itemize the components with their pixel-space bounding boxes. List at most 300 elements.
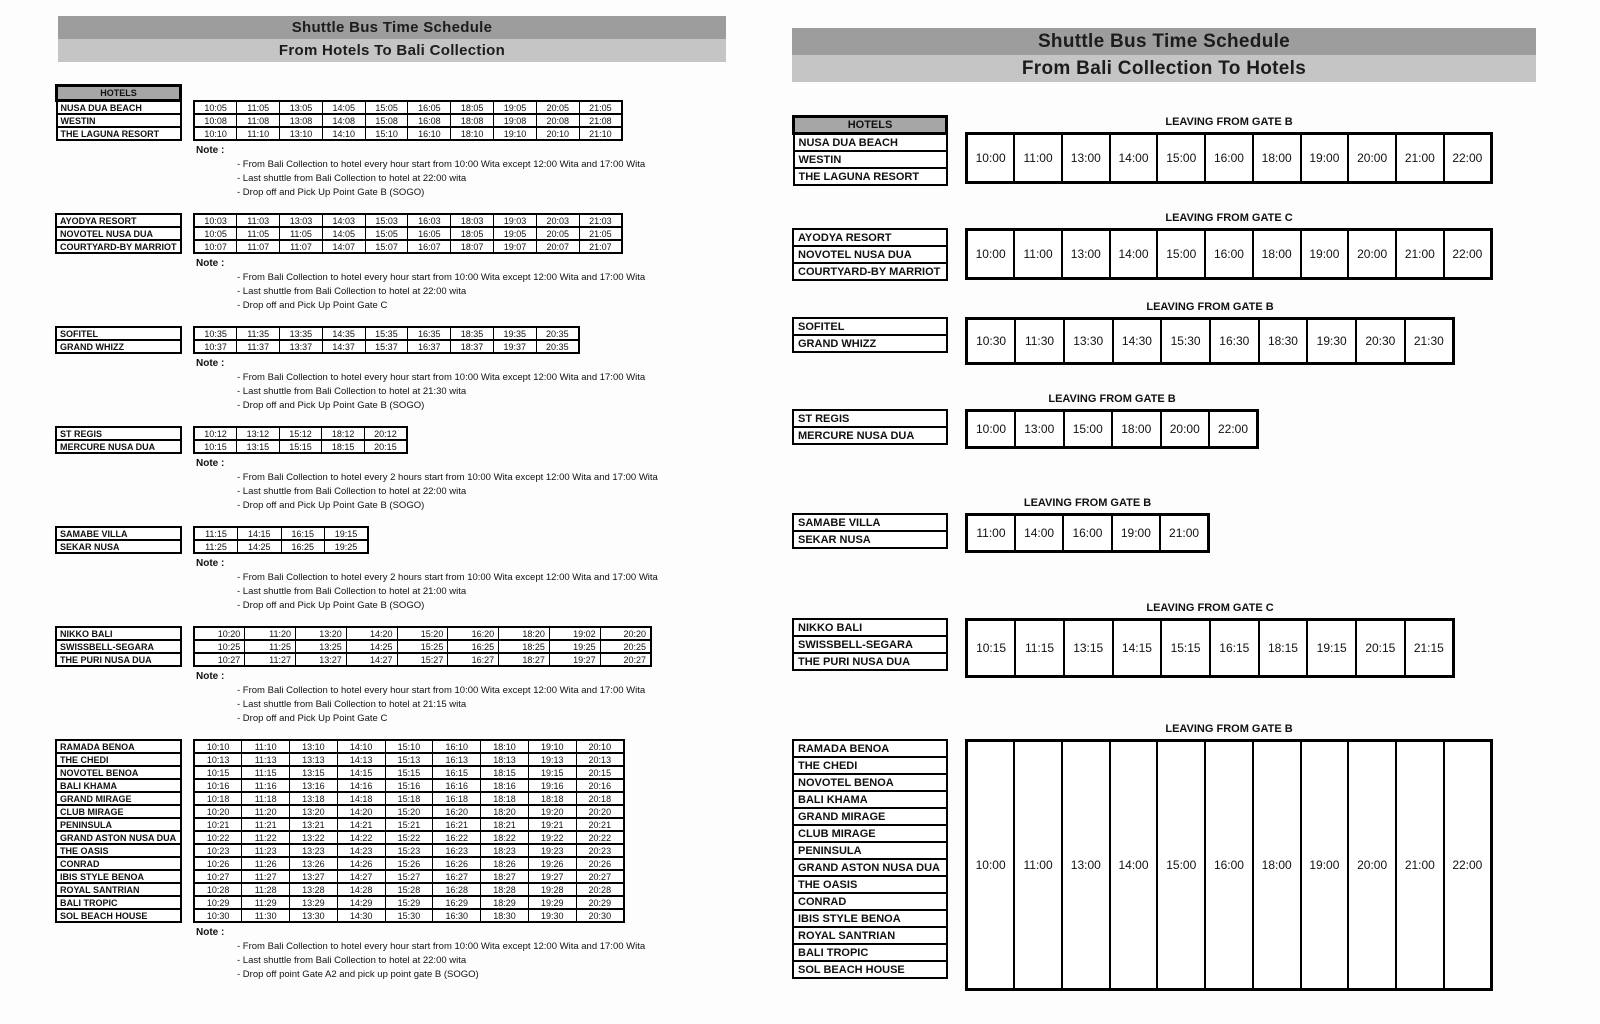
- time-cell: 16:23: [433, 844, 481, 857]
- note-block: [196, 556, 735, 613]
- hotel-group-row: [55, 84, 735, 141]
- time-cell: 13:27: [296, 653, 347, 666]
- time-table-wrap: [965, 392, 1259, 449]
- hotel-col-wrap: [792, 228, 948, 281]
- time-cell: 19:08: [494, 114, 537, 127]
- time-cell: 10:07: [194, 240, 237, 253]
- time-cell: 13:30: [290, 909, 338, 922]
- time-cell: 15:15: [385, 766, 433, 779]
- time-cell: 13:27: [290, 870, 338, 883]
- hotel-row: [56, 870, 181, 883]
- time-cell: 20:18: [576, 792, 624, 805]
- time-cell: 11:35: [237, 327, 280, 340]
- hotel-name-cell: THE PURI NUSA DUA: [56, 653, 181, 666]
- time-cell: 19:15: [528, 766, 576, 779]
- time-cell: 20:03: [536, 214, 579, 227]
- time-cell: 15:00: [1157, 230, 1205, 279]
- time-cell: 16:22: [433, 831, 481, 844]
- hotel-group: [55, 626, 735, 726]
- time-cell: 18:16: [481, 779, 529, 792]
- time-cell: 19:00: [1301, 741, 1349, 990]
- time-cell: 11:00: [1014, 741, 1062, 990]
- time-cell: 19:00: [1301, 230, 1349, 279]
- time-cell: 15:05: [365, 101, 408, 114]
- time-cell: 18:37: [451, 340, 494, 353]
- hotel-row: [793, 636, 947, 653]
- time-cell: 11:21: [242, 818, 290, 831]
- time-cell: 15:21: [385, 818, 433, 831]
- time-cell: 11:37: [237, 340, 280, 353]
- time-cell: 16:10: [408, 127, 451, 140]
- hotel-name-cell: NOVOTEL BENOA: [793, 774, 947, 791]
- time-cell: 15:37: [365, 340, 408, 353]
- time-cell: 14:21: [337, 818, 385, 831]
- time-cell: 20:25: [600, 640, 651, 653]
- right-schedule-groups: [792, 115, 1542, 991]
- gate-label: LEAVING FROM GATE B: [1165, 723, 1293, 735]
- hotel-row: [56, 427, 181, 440]
- time-cell: 21:07: [579, 240, 622, 253]
- time-cell: 19:20: [528, 805, 576, 818]
- time-cell: 14:10: [322, 127, 365, 140]
- time-cell: 13:35: [280, 327, 323, 340]
- hotel-row: [56, 540, 181, 553]
- time-cell: 15:05: [365, 227, 408, 240]
- hotel-group: [792, 601, 1542, 678]
- note-line: - Last shuttle from Bali Collection to hotel at 21:00 wita: [237, 586, 467, 597]
- note-line: - Last shuttle from Bali Collection to hotel at 22:00 wita: [237, 173, 467, 184]
- time-cell: 14:00: [1110, 230, 1158, 279]
- time-cell: 15:18: [385, 792, 433, 805]
- time-cell: 14:15: [1113, 620, 1162, 677]
- time-cell: 18:03: [451, 214, 494, 227]
- time-cell: 14:08: [322, 114, 365, 127]
- time-cell: 19:30: [528, 909, 576, 922]
- time-cell: 10:00: [967, 411, 1016, 448]
- hotel-name-cell: BALI TROPIC: [56, 896, 181, 909]
- hotel-name-cell: GRAND ASTON NUSA DUA: [56, 831, 181, 844]
- time-cell: 19:15: [1307, 620, 1356, 677]
- time-cell: 20:20: [600, 627, 651, 640]
- hotel-row: [793, 859, 947, 876]
- time-cell: 20:27: [576, 870, 624, 883]
- time-row: [194, 779, 624, 792]
- time-table-wrap: [965, 300, 1455, 365]
- note-label: Note :: [196, 671, 225, 682]
- time-cell: 11:23: [242, 844, 290, 857]
- time-cell: 14:30: [1113, 319, 1162, 364]
- time-cell: 11:26: [242, 857, 290, 870]
- time-row: [967, 411, 1258, 448]
- gate-label: LEAVING FROM GATE B: [1165, 116, 1293, 128]
- time-cell: 11:29: [242, 896, 290, 909]
- time-cell: 15:25: [397, 640, 448, 653]
- note-block: [196, 143, 735, 200]
- time-cell: 10:20: [194, 805, 242, 818]
- right-title-line1: Shuttle Bus Time Schedule: [792, 28, 1536, 55]
- note-line: - From Bali Collection to hotel every 2 hours start from 10:00 Wita except 12:00 Wita and 17:00 Wita: [237, 572, 658, 583]
- time-cell: 19:03: [494, 214, 537, 227]
- hotel-col-wrap: [792, 409, 948, 445]
- time-cell: 11:03: [237, 214, 280, 227]
- hotel-group: [55, 213, 735, 313]
- time-cell: 13:20: [290, 805, 338, 818]
- time-cell: 11:07: [280, 240, 323, 253]
- time-table: [965, 513, 1210, 553]
- hotel-name-cell: SEKAR NUSA: [793, 531, 947, 548]
- time-cell: 16:27: [433, 870, 481, 883]
- time-cell: 10:18: [194, 792, 242, 805]
- hotel-row: [56, 740, 181, 753]
- time-cell: 20:00: [1348, 134, 1396, 183]
- hotel-name-cell: NIKKO BALI: [56, 627, 181, 640]
- time-cell: 13:29: [290, 896, 338, 909]
- time-cell: 19:00: [1301, 134, 1349, 183]
- hotel-name-cell: SEKAR NUSA: [56, 540, 181, 553]
- note-line: - From Bali Collection to hotel every 2 hours start from 10:00 Wita except 12:00 Wita and 17:00 Wita: [237, 472, 658, 483]
- hotel-name-cell: SWISSBELL-SEGARA: [793, 636, 947, 653]
- time-cell: 13:05: [280, 101, 323, 114]
- time-table-wrap: [193, 739, 625, 923]
- hotel-name-cell: GRAND WHIZZ: [56, 340, 181, 353]
- hotel-row: [56, 779, 181, 792]
- hotel-name-cell: ST REGIS: [793, 410, 947, 427]
- hotel-name-table: [55, 626, 182, 667]
- hotel-row: [56, 844, 181, 857]
- time-cell: 11:30: [242, 909, 290, 922]
- hotel-row: [56, 527, 181, 540]
- hotel-col-wrap: [792, 739, 948, 979]
- time-cell: 10:00: [967, 134, 1015, 183]
- time-cell: 22:00: [1209, 411, 1258, 448]
- time-row: [194, 540, 368, 553]
- time-cell: 18:28: [481, 883, 529, 896]
- hotel-name-cell: ROYAL SANTRIAN: [793, 927, 947, 944]
- time-cell: 14:35: [322, 327, 365, 340]
- gate-label: LEAVING FROM GATE B: [1146, 301, 1274, 313]
- time-cell: 15:10: [385, 740, 433, 753]
- time-cell: 22:00: [1444, 741, 1492, 990]
- time-cell: 21:10: [579, 127, 622, 140]
- hotel-row: [56, 227, 181, 240]
- hotel-name-cell: PENINSULA: [793, 842, 947, 859]
- time-table: [965, 132, 1493, 184]
- time-cell: 10:21: [194, 818, 242, 831]
- time-table: [193, 626, 652, 667]
- time-cell: 11:28: [242, 883, 290, 896]
- hotel-name-cell: THE LAGUNA RESORT: [794, 168, 947, 185]
- note-line: - Drop off point Gate A2 and pick up point gate B (SOGO): [237, 969, 479, 980]
- hotel-row: [793, 825, 947, 842]
- hotel-name-cell: THE PURI NUSA DUA: [793, 653, 947, 670]
- time-cell: 16:27: [448, 653, 499, 666]
- note-line: - From Bali Collection to hotel every hour start from 10:00 Wita except 12:00 Wita and 17:00 Wita: [237, 272, 646, 283]
- hotel-name-cell: COURTYARD-BY MARRIOT: [793, 263, 947, 280]
- time-cell: 15:28: [385, 883, 433, 896]
- time-cell: 18:35: [451, 327, 494, 340]
- time-cell: 11:30: [1015, 319, 1064, 364]
- hotel-name-cell: GRAND ASTON NUSA DUA: [793, 859, 947, 876]
- time-cell: 16:10: [433, 740, 481, 753]
- time-cell: 16:18: [433, 792, 481, 805]
- time-row: [194, 427, 407, 440]
- hotel-row: [56, 883, 181, 896]
- time-cell: 21:00: [1396, 230, 1444, 279]
- time-cell: 21:15: [1405, 620, 1454, 677]
- hotel-row: [793, 318, 947, 335]
- time-cell: 20:15: [576, 766, 624, 779]
- hotel-group-row: [55, 213, 735, 254]
- time-cell: 18:23: [481, 844, 529, 857]
- time-cell: 19:29: [528, 896, 576, 909]
- time-cell: 18:30: [481, 909, 529, 922]
- time-cell: 13:20: [296, 627, 347, 640]
- hotel-name-cell: SWISSBELL-SEGARA: [56, 640, 181, 653]
- time-cell: 21:30: [1405, 319, 1454, 364]
- hotel-group-row: [55, 426, 735, 454]
- time-cell: 22:00: [1444, 134, 1492, 183]
- time-cell: 16:07: [408, 240, 451, 253]
- time-cell: 13:00: [1062, 134, 1110, 183]
- time-cell: 15:20: [385, 805, 433, 818]
- time-cell: 21:05: [579, 101, 622, 114]
- hotel-row: [56, 340, 181, 353]
- time-cell: 13:26: [290, 857, 338, 870]
- time-cell: 13:30: [1064, 319, 1113, 364]
- time-cell: 11:10: [242, 740, 290, 753]
- hotels-header-cell: HOTELS: [794, 117, 947, 134]
- time-cell: 15:00: [1157, 741, 1205, 990]
- hotel-row: [794, 151, 947, 168]
- note-line: - From Bali Collection to hotel every hour start from 10:00 Wita except 12:00 Wita and 17:00 Wita: [237, 159, 646, 170]
- time-cell: 19:07: [494, 240, 537, 253]
- time-cell: 16:00: [1205, 230, 1253, 279]
- time-cell: 11:00: [967, 515, 1015, 552]
- time-cell: 13:16: [290, 779, 338, 792]
- hotel-name-table: [792, 317, 948, 353]
- time-cell: 10:22: [194, 831, 242, 844]
- time-cell: 18:15: [481, 766, 529, 779]
- time-cell: 15:23: [385, 844, 433, 857]
- time-row: [967, 319, 1454, 364]
- hotel-group: [792, 496, 1542, 553]
- hotel-row: [793, 876, 947, 893]
- time-cell: 13:37: [280, 340, 323, 353]
- hotel-name-cell: IBIS STYLE BENOA: [56, 870, 181, 883]
- time-cell: 10:05: [194, 101, 237, 114]
- hotel-row: [794, 134, 947, 152]
- time-cell: 15:00: [1064, 411, 1113, 448]
- hotel-name-cell: SOL BEACH HOUSE: [793, 961, 947, 978]
- time-cell: 14:15: [238, 527, 282, 540]
- time-cell: 18:22: [481, 831, 529, 844]
- time-cell: 20:00: [1161, 411, 1210, 448]
- time-cell: 11:07: [237, 240, 280, 253]
- time-cell: 13:00: [1062, 230, 1110, 279]
- time-cell: 15:12: [279, 427, 322, 440]
- time-table-wrap: [965, 115, 1493, 184]
- hotel-name-cell: THE CHEDI: [793, 757, 947, 774]
- time-cell: 13:25: [296, 640, 347, 653]
- hotel-name-cell: BALI TROPIC: [793, 944, 947, 961]
- time-cell: 18:18: [481, 792, 529, 805]
- hotel-name-cell: BALI KHAMA: [56, 779, 181, 792]
- hotel-row: [793, 263, 947, 280]
- note-label: Note :: [196, 358, 225, 369]
- time-cell: 19:05: [494, 101, 537, 114]
- hotel-row: [793, 757, 947, 774]
- hotel-row: [793, 740, 947, 757]
- time-cell: 13:15: [1064, 620, 1113, 677]
- time-cell: 16:37: [408, 340, 451, 353]
- time-cell: 16:15: [1210, 620, 1259, 677]
- time-cell: 18:00: [1253, 230, 1301, 279]
- time-cell: 20:20: [576, 805, 624, 818]
- note-label: Note :: [196, 558, 225, 569]
- time-cell: 16:13: [433, 753, 481, 766]
- time-cell: 14:03: [322, 214, 365, 227]
- time-cell: 10:29: [194, 896, 242, 909]
- note-block: [196, 256, 735, 313]
- note-line: - Drop off and Pick Up Point Gate C: [237, 713, 388, 724]
- time-cell: 18:05: [451, 101, 494, 114]
- note-block: [196, 456, 735, 513]
- time-cell: 19:10: [528, 740, 576, 753]
- time-cell: 14:27: [346, 653, 397, 666]
- time-row: [967, 741, 1492, 990]
- hotel-row: [56, 805, 181, 818]
- hotel-row: [56, 440, 181, 453]
- time-cell: 13:28: [290, 883, 338, 896]
- time-cell: 11:00: [1014, 134, 1062, 183]
- hotel-name-cell: PENINSULA: [56, 818, 181, 831]
- hotel-name-cell: SAMABE VILLA: [56, 527, 181, 540]
- time-table: [193, 426, 408, 454]
- time-cell: 15:15: [279, 440, 322, 453]
- hotel-row: [793, 944, 947, 961]
- time-cell: 16:26: [433, 857, 481, 870]
- note-line: - Drop off and Pick Up Point Gate B (SOGO): [237, 500, 425, 511]
- time-cell: 20:30: [576, 909, 624, 922]
- time-cell: 16:25: [281, 540, 325, 553]
- time-cell: 19:15: [325, 527, 369, 540]
- time-row: [194, 340, 579, 353]
- hotel-name-table: [55, 326, 182, 354]
- hotel-row: [56, 240, 181, 253]
- time-row: [967, 515, 1209, 552]
- hotel-row: [793, 791, 947, 808]
- hotel-group: [792, 722, 1542, 991]
- hotel-row: [793, 961, 947, 978]
- hotel-row: [793, 653, 947, 670]
- hotel-row: [793, 842, 947, 859]
- hotel-row: [57, 101, 181, 115]
- time-cell: 10:10: [194, 740, 242, 753]
- hotel-name-table: [792, 618, 948, 671]
- time-cell: 14:15: [337, 766, 385, 779]
- hotel-group: [55, 84, 735, 200]
- time-cell: 14:22: [337, 831, 385, 844]
- hotel-name-cell: RAMADA BENOA: [793, 740, 947, 757]
- time-cell: 18:15: [322, 440, 365, 453]
- note-line: - Last shuttle from Bali Collection to hotel at 22:00 wita: [237, 955, 467, 966]
- hotel-name-cell: THE OASIS: [56, 844, 181, 857]
- time-cell: 14:37: [322, 340, 365, 353]
- hotel-col-wrap: [792, 513, 948, 549]
- hotel-row: [56, 627, 181, 640]
- right-title-line2: From Bali Collection To Hotels: [792, 55, 1536, 82]
- time-cell: 11:05: [280, 227, 323, 240]
- hotel-name-cell: THE OASIS: [793, 876, 947, 893]
- time-cell: 22:00: [1444, 230, 1492, 279]
- time-cell: 14:05: [322, 227, 365, 240]
- hotel-name-cell: NOVOTEL BENOA: [56, 766, 181, 779]
- time-cell: 20:10: [536, 127, 579, 140]
- time-row: [194, 440, 407, 453]
- time-cell: 14:26: [337, 857, 385, 870]
- time-cell: 19:23: [528, 844, 576, 857]
- time-row: [194, 766, 624, 779]
- time-cell: 19:21: [528, 818, 576, 831]
- time-cell: 15:20: [397, 627, 448, 640]
- time-cell: 13:00: [1062, 741, 1110, 990]
- hotel-name-cell: MERCURE NUSA DUA: [56, 440, 181, 453]
- time-cell: 10:16: [194, 779, 242, 792]
- hotel-group: [792, 211, 1542, 281]
- time-cell: 19:05: [494, 227, 537, 240]
- time-cell: 15:07: [365, 240, 408, 253]
- time-table-wrap: [965, 211, 1493, 280]
- time-cell: 18:00: [1253, 741, 1301, 990]
- time-cell: 13:03: [280, 214, 323, 227]
- time-cell: 13:00: [1015, 411, 1064, 448]
- time-cell: 13:18: [290, 792, 338, 805]
- note-line: - Drop off and Pick Up Point Gate C: [237, 300, 388, 311]
- time-cell: 10:27: [194, 870, 242, 883]
- time-cell: 11:00: [1014, 230, 1062, 279]
- hotel-row: [793, 229, 947, 246]
- hotels-header-cell: HOTELS: [57, 86, 181, 101]
- time-cell: 19:30: [1307, 319, 1356, 364]
- time-table: [193, 526, 369, 554]
- hotel-group-row: [55, 739, 735, 923]
- hotel-name-cell: SOL BEACH HOUSE: [56, 909, 181, 922]
- time-cell: 14:20: [337, 805, 385, 818]
- time-table-wrap: [965, 496, 1210, 553]
- time-cell: 18:10: [451, 127, 494, 140]
- time-cell: 19:16: [528, 779, 576, 792]
- hotel-row: [793, 246, 947, 263]
- hotel-name-table: [792, 739, 948, 979]
- time-cell: 13:10: [280, 127, 323, 140]
- note-block: [196, 356, 735, 413]
- time-row: [194, 114, 622, 127]
- time-cell: 13:21: [290, 818, 338, 831]
- time-cell: 14:25: [346, 640, 397, 653]
- time-cell: 20:05: [536, 101, 579, 114]
- time-cell: 10:35: [194, 327, 237, 340]
- time-cell: 19:28: [528, 883, 576, 896]
- hotel-name-cell: SAMABE VILLA: [793, 514, 947, 531]
- time-row: [194, 527, 368, 540]
- hotel-row: [793, 774, 947, 791]
- hotel-row: [793, 335, 947, 352]
- time-cell: 14:16: [337, 779, 385, 792]
- time-cell: 10:08: [194, 114, 237, 127]
- time-row: [194, 127, 622, 140]
- time-cell: 18:21: [481, 818, 529, 831]
- time-cell: 11:05: [237, 101, 280, 114]
